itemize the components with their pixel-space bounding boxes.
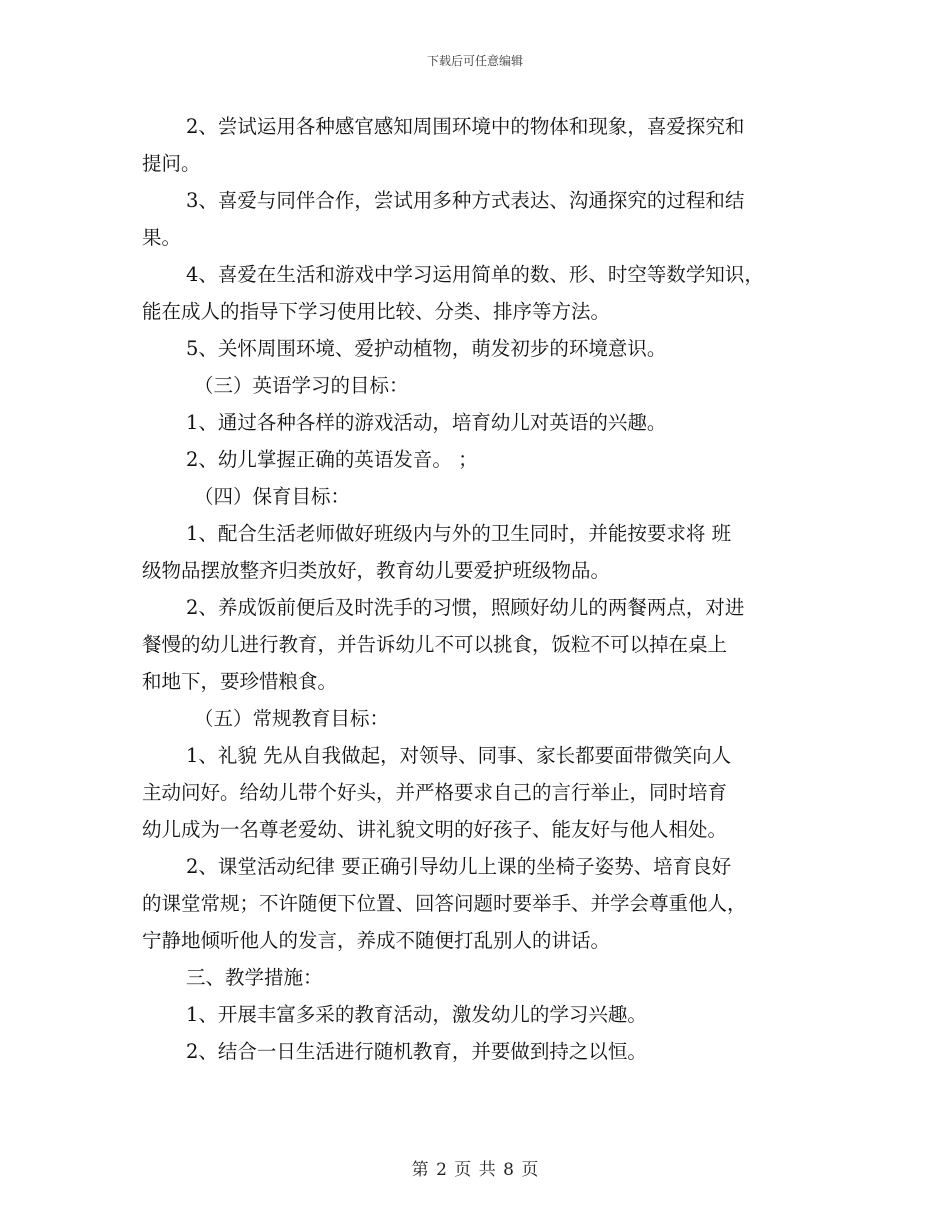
header-note: 下载后可任意编辑 xyxy=(426,54,523,68)
paragraph-line: 2、养成饭前便后及时洗手的习惯，照顾好幼儿的两餐两点，对进 xyxy=(186,596,745,619)
paragraph-line: 宁静地倾听他人的发言，养成不随便打乱别人的讲话。 xyxy=(142,929,611,952)
section-heading: （五）常规教育目标： xyxy=(194,707,390,730)
paragraph-line: 果。 xyxy=(142,226,182,249)
paragraph-line: 级物品摆放整齐归类放好，教育幼儿要爱护班级物品。 xyxy=(142,559,611,582)
paragraph-line: 1、礼貌 先从自我做起，对领导、同事、家长都要面带微笑向人 xyxy=(186,744,732,767)
section-heading: （四）保育目标： xyxy=(194,485,351,508)
paragraph-line: 1、通过各种各样的游戏活动，培育幼儿对英语的兴趣。 xyxy=(186,411,667,434)
paragraph-line: 2、尝试运用各种感官感知周围环境中的物体和现象，喜爱探究和 xyxy=(186,115,745,138)
paragraph-line: 能在成人的指导下学习使用比较、分类、排序等方法。 xyxy=(142,300,611,323)
paragraph-line: 4、喜爱在生活和游戏中学习运用简单的数、形、时空等数学知识， xyxy=(186,263,764,286)
paragraph-line: 2、结合一日生活进行随机教育，并要做到持之以恒。 xyxy=(186,1040,647,1063)
paragraph-line: 5、关怀周围环境、爱护动植物，萌发初步的环境意识。 xyxy=(186,337,667,360)
paragraph-line: 和地下，要珍惜粮食。 xyxy=(142,670,338,693)
paragraph-line: 2、课堂活动纪律 要正确引导幼儿上课的坐椅子姿势、培育良好 xyxy=(186,855,732,878)
paragraph-line: 1、配合生活老师做好班级内与外的卫生同时，并能按要求将 班 xyxy=(186,522,732,545)
section-heading: （三）英语学习的目标： xyxy=(194,374,409,397)
paragraph-line: 幼儿成为一名尊老爱幼、讲礼貌文明的好孩子、能友好与他人相处。 xyxy=(142,818,728,841)
paragraph-line: 1、开展丰富多采的教育活动，激发幼儿的学习兴趣。 xyxy=(186,1003,647,1026)
document-body xyxy=(142,108,822,1070)
paragraph-line: 2、幼儿掌握正确的英语发音。 ； xyxy=(186,448,478,471)
section-heading: 三、教学措施： xyxy=(186,966,323,989)
paragraph-line: 提问。 xyxy=(142,152,201,175)
paragraph-line: 餐慢的幼儿进行教育，并告诉幼儿不可以挑食，饭粒不可以掉在桌上 xyxy=(142,633,728,656)
page-number: 第 2 页 共 8 页 xyxy=(411,1160,539,1180)
paragraph-line: 的课堂常规；不许随便下位置、回答问题时要举手、并学会尊重他人， xyxy=(142,892,747,915)
paragraph-line: 3、喜爱与同伴合作，尝试用多种方式表达、沟通探究的过程和结 xyxy=(186,189,745,212)
paragraph-line: 主动问好。给幼儿带个好头，并严格要求自己的言行举止，同时培育 xyxy=(142,781,728,804)
